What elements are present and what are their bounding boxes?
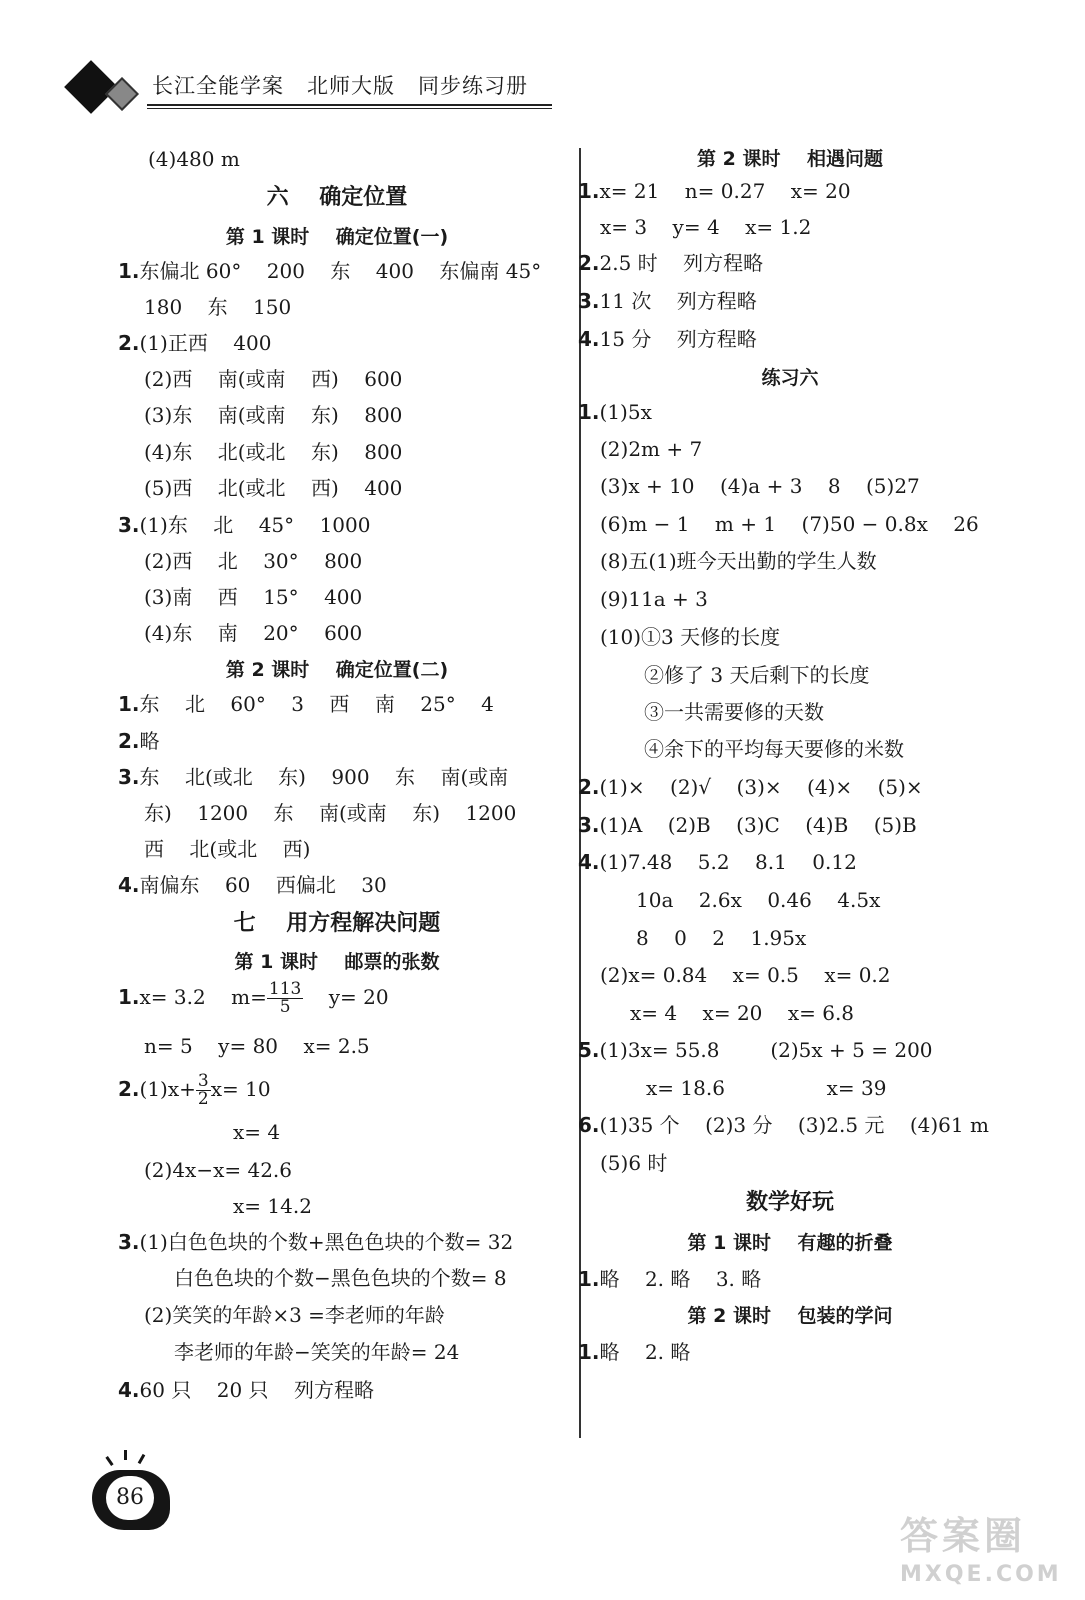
question-number: 1.: [118, 259, 140, 283]
answer-text: 练习六: [761, 367, 819, 389]
answer-text: 180 东 150: [144, 295, 292, 319]
question-number: 1.: [578, 400, 600, 424]
answer-text: 第 1 课时 有趣的折叠: [687, 1232, 893, 1254]
answer-text: x= 4: [233, 1120, 281, 1144]
lesson-heading: [117, 949, 557, 975]
fraction: [267, 981, 303, 1016]
answer-text: 第 2 课时 确定位置(二): [225, 659, 449, 681]
answer-line: [578, 178, 851, 204]
page-header: [62, 62, 552, 120]
question-number: 1.: [118, 692, 140, 716]
answer-text: (1)x+: [139, 1077, 196, 1101]
answer-text-after: x= 10: [210, 1077, 271, 1101]
answer-text: (1)白色色块的个数+黑色色块的个数= 32: [139, 1230, 514, 1254]
answer-text: (2)2m + 7: [600, 437, 703, 461]
fraction-denominator: 5: [279, 997, 291, 1017]
answer-line: [144, 475, 402, 501]
answer-text: (1)正西 400: [139, 331, 272, 355]
answer-line: [578, 849, 857, 875]
answer-text: (10)①3 天修的长度: [600, 625, 781, 649]
answer-line: [144, 1157, 292, 1183]
answer-line: [118, 1229, 513, 1255]
answer-text: x= 3 y= 4 x= 1.2: [600, 215, 812, 239]
answer-text: 东 北(或北 东) 900 东 南(或南: [139, 765, 509, 789]
answer-line: [144, 836, 310, 862]
answer-text: ③一共需要修的天数: [644, 700, 824, 724]
answer-line: [600, 436, 702, 462]
answer-line: [144, 548, 362, 574]
page-number-badge: [92, 1462, 180, 1534]
answer-line: [118, 1071, 271, 1108]
answer-text: 略 2. 略 3. 略: [599, 1267, 762, 1291]
answer-line: [174, 1339, 459, 1365]
answer-line: [578, 1339, 690, 1365]
answer-text: 第 1 课时 邮票的张数: [234, 951, 440, 973]
question-number: 3.: [118, 765, 140, 789]
lesson-heading: [570, 1230, 1010, 1256]
watermark: [900, 1505, 1062, 1587]
answer-line: [144, 294, 291, 320]
question-number: 2.: [118, 729, 140, 753]
header-rule-thin: [147, 108, 552, 109]
question-number: 6.: [578, 1113, 600, 1137]
answer-line: [578, 288, 757, 314]
answer-line: [600, 548, 877, 574]
answer-text: 西 北(或北 西): [144, 837, 311, 861]
answer-text: n= 5 y= 80 x= 2.5: [144, 1034, 370, 1058]
lesson-heading: [570, 146, 1010, 172]
lesson-heading: [570, 1303, 1010, 1329]
answer-line: [233, 1119, 280, 1145]
question-number: 5.: [578, 1038, 600, 1062]
answer-line: [118, 728, 160, 754]
answer-text: 李老师的年龄−笑笑的年龄= 24: [174, 1340, 460, 1364]
fraction-denominator: 2: [197, 1089, 209, 1109]
answer-line: [600, 624, 780, 650]
answer-line: [578, 1037, 933, 1063]
answer-text: (2)4x−x= 42.6: [144, 1158, 293, 1182]
answer-text: 2.5 时 列方程略: [599, 251, 764, 275]
answer-text: (5)6 时: [600, 1151, 668, 1175]
answer-line: [144, 1302, 445, 1328]
answer-line: [144, 1033, 370, 1059]
answer-text: 七 用方程解决问题: [233, 911, 441, 936]
answer-text: (2)西 北 30° 800: [144, 549, 363, 573]
question-number: 3.: [118, 1230, 140, 1254]
answer-line: [118, 1377, 374, 1403]
badge-ray: [138, 1454, 146, 1464]
answer-line: [578, 250, 763, 276]
answer-text: (1)5x: [599, 400, 652, 424]
answer-text: (4)东 北(或北 东) 800: [144, 440, 403, 464]
answer-text: (4)东 南 20° 600: [144, 621, 363, 645]
answer-text: (9)11a + 3: [600, 587, 708, 611]
badge-ray: [124, 1450, 127, 1460]
answer-text: 11 次 列方程略: [599, 289, 757, 313]
section-heading: [117, 185, 557, 211]
answer-line: [644, 662, 869, 688]
question-number: 4.: [578, 850, 600, 874]
answer-text: 8 0 2 1.95x: [636, 926, 807, 950]
answer-line: [630, 1000, 854, 1026]
answer-text: ④余下的平均每天要修的米数: [644, 737, 904, 761]
answer-line: [600, 473, 920, 499]
section-heading: [570, 1190, 1010, 1216]
answer-line: [578, 1112, 989, 1138]
question-number: 1.: [578, 179, 600, 203]
answer-text: (3)南 西 15° 400: [144, 585, 363, 609]
answer-text: (5)西 北(或北 西) 400: [144, 476, 403, 500]
answer-line: [144, 366, 402, 392]
question-number: 2.: [578, 251, 600, 275]
answer-text: (6)m − 1 m + 1 (7)50 − 0.8x 26: [600, 512, 979, 536]
watermark-line1: 答案圈: [900, 1514, 1027, 1558]
answer-line: [578, 326, 757, 352]
answer-line: [144, 402, 402, 428]
answer-line: [118, 691, 494, 717]
question-number: 3.: [578, 813, 600, 837]
answer-text: 东) 1200 东 南(或南 东) 1200: [144, 801, 517, 825]
answer-text: 六 确定位置: [266, 185, 408, 210]
fraction-numerator: 3: [197, 1071, 209, 1091]
answer-text: 略 2. 略: [599, 1340, 691, 1364]
answer-text: x= 18.6 x= 39: [646, 1076, 887, 1100]
answer-line: [174, 1265, 507, 1291]
answer-text: (3)x + 10 (4)a + 3 8 (5)27: [600, 474, 920, 498]
question-number: 3.: [118, 513, 140, 537]
answer-text: (4)480 m: [148, 147, 240, 171]
answer-text: 第 1 课时 确定位置(一): [225, 226, 449, 248]
question-number: 2.: [118, 331, 140, 355]
answer-line: [578, 399, 652, 425]
answer-text: 15 分 列方程略: [599, 327, 757, 351]
header-rule: [147, 104, 552, 106]
answer-line: [144, 620, 362, 646]
answer-text: (1)东 北 45° 1000: [139, 513, 371, 537]
answer-text: (1)A (2)B (3)C (4)B (5)B: [599, 813, 917, 837]
section-heading: [117, 911, 557, 937]
answer-text: x= 21 n= 0.27 x= 20: [599, 179, 851, 203]
answer-line: [144, 439, 402, 465]
question-number: 2.: [578, 775, 600, 799]
answer-text: (1)7.48 5.2 8.1 0.12: [599, 850, 857, 874]
answer-text: (8)五(1)班今天出勤的学生人数: [600, 549, 877, 573]
answer-line: [118, 872, 387, 898]
answer-line: [636, 925, 806, 951]
answer-line: [600, 962, 891, 988]
answer-line: [646, 1075, 887, 1101]
answer-text: x= 3.2 m=: [139, 985, 267, 1009]
badge-ray: [105, 1456, 113, 1466]
answer-line: [118, 258, 541, 284]
answer-text: (1)35 个 (2)3 分 (3)2.5 元 (4)61 m: [599, 1113, 989, 1137]
question-number: 4.: [578, 327, 600, 351]
answer-text: (2)笑笑的年龄×3 =李老师的年龄: [144, 1303, 445, 1327]
black-diamond-icon: [64, 60, 118, 114]
answer-line: [578, 774, 923, 800]
answer-line: [636, 887, 880, 913]
answer-line: [578, 1266, 761, 1292]
answer-text: 南偏东 60 西偏北 30: [139, 873, 387, 897]
answer-line: [600, 1150, 667, 1176]
answer-line: [148, 146, 240, 172]
answer-text: (3)东 南(或南 东) 800: [144, 403, 403, 427]
answer-text: 东 北 60° 3 西 南 25° 4: [139, 692, 494, 716]
page-number: 86: [106, 1476, 154, 1520]
answer-text: x= 4 x= 20 x= 6.8: [630, 1001, 855, 1025]
lesson-heading: [117, 224, 557, 250]
question-number: 4.: [118, 873, 140, 897]
lesson-heading: [117, 657, 557, 683]
answer-line: [118, 979, 389, 1016]
answer-line: [644, 699, 824, 725]
answer-text: 第 2 课时 包装的学问: [687, 1305, 893, 1327]
answer-line: [600, 214, 811, 240]
answer-line: [600, 586, 708, 612]
answer-line: [644, 736, 904, 762]
answer-line: [233, 1193, 312, 1219]
fraction-numerator: 113: [268, 979, 302, 999]
question-number: 1.: [578, 1340, 600, 1364]
answer-text: (1)× (2)√ (3)× (4)× (5)×: [599, 775, 923, 799]
answer-line: [578, 812, 917, 838]
header-title: 长江全能学案 北师大版 同步练习册: [152, 74, 529, 98]
answer-line: [600, 511, 979, 537]
answer-text-after: y= 20: [303, 985, 389, 1009]
answer-text: x= 14.2: [233, 1194, 312, 1218]
answer-text: (2)西 南(或南 西) 600: [144, 367, 403, 391]
fraction: [196, 1073, 211, 1108]
answer-text: ②修了 3 天后剩下的长度: [644, 663, 870, 687]
lesson-heading: [570, 365, 1010, 391]
answer-line: [118, 330, 271, 356]
answer-line: [118, 512, 370, 538]
answer-line: [118, 764, 508, 790]
answer-text: 60 只 20 只 列方程略: [139, 1378, 374, 1402]
question-number: 3.: [578, 289, 600, 313]
question-number: 1.: [118, 985, 140, 1009]
question-number: 4.: [118, 1378, 140, 1402]
watermark-line2: MXQE.COM: [900, 1562, 1062, 1587]
answer-text: 10a 2.6x 0.46 4.5x: [636, 888, 881, 912]
answer-text: (1)3x= 55.8 (2)5x + 5 = 200: [599, 1038, 933, 1062]
answer-text: 东偏北 60° 200 东 400 东偏南 45°: [139, 259, 542, 283]
answer-text: 数学好玩: [745, 1190, 834, 1215]
answer-text: 第 2 课时 相遇问题: [697, 148, 883, 170]
question-number: 2.: [118, 1077, 140, 1101]
question-number: 1.: [578, 1267, 600, 1291]
answer-line: [144, 584, 362, 610]
answer-text: (2)x= 0.84 x= 0.5 x= 0.2: [600, 963, 891, 987]
answer-text: 略: [139, 729, 160, 753]
answer-line: [144, 800, 516, 826]
answer-text: 白色色块的个数−黑色色块的个数= 8: [174, 1266, 507, 1290]
